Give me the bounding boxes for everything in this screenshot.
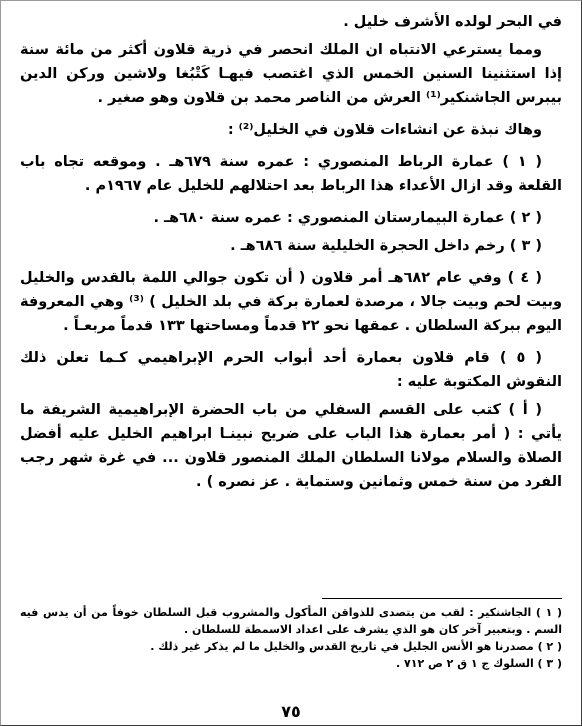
page-number: ٧٥ [281, 702, 301, 721]
paragraph-continuation: في البحر لولده الأشرف خليل . [343, 14, 562, 30]
paragraph-intro-list: وهاك نبذة عن انشاءات قلاون في الخليل⁽²⁾ : [227, 122, 542, 138]
footnote-2: ( ٢ ) مصدرنا هو الأنس الجليل في تاريخ القدس والخليل ما لم يذكر غير ذلك . [150, 640, 562, 653]
document-body [20, 10, 562, 502]
list-item-ribat: ( ١ ) عمارة الرباط المنصوري : عمره سنة ٦٧٩هـ . وموقعه تجاه باب القلعة وقد ازال الأعداء هذا الرباط بعد احتلالهم للخليل عام ١٩٦٧م . [20, 154, 562, 194]
footnote-divider [322, 598, 562, 599]
paragraph-dynasty: ومما يسترعي الانتباه ان الملك انحصر في ذرية قلاون أكثر من مائة سنة إذا استثنينا السنين الخمس الذي اغتصب فيهـا كَتْبُغا ولاشين وركن الدين بيبرس الجاشنكير⁽¹⁾ العرش من الناصر محمد بن قلاون وهو صغير . [20, 42, 562, 106]
footnote-3: ( ٣ ) السلوك ج ١ ق ٢ ص ٧١٢ . [396, 657, 562, 670]
footnotes [20, 604, 562, 672]
list-item-gate: ( ٥ ) قام قلاون بعمارة أحد أبواب الحرم الإبراهيمي كـما تعلن ذلك النقوش المكتوبة عليه : [20, 350, 562, 390]
footnote-1: ( ١ ) الجاشنكير : لقب من يتصدى للذواقن المأكول والمشروب قبل السلطان خوفاً من أن يدس فيه السم . وبتعبير آخر كان هو الذي يشرف على اعداد الاسمطة للسلطان . [20, 606, 562, 636]
list-item-inscription: ( أ ) كتب على القسم السفلي من باب الحضرة الإبراهيمية الشريفة ما يأتي : ( أمر بعمارة هذا الباب على ضريح نبينـا ابراهيم الخليل عليه أفضل الصلاة والسلام مولانا السلطان الملك المنصور قلاون ... في غرة شهر رجب الفرد من سنة خمس وثمانين وستماية . عز نصره ) . [20, 402, 562, 490]
list-item-pool: ( ٤ ) وفي عام ٦٨٢هـ أمر قلاون ( أن تكون جوالي اللمة بالقدس والخليل وبيت لحم وبيت جالا ، مرصدة لعمارة بركة في بلد الخليل ) ⁽³⁾ وهي المعروفة اليوم ببركة السلطان . عمقها نحو ٢٢ قدماً ومساحتها ١٣٣ قدماً مربعـاً . [20, 270, 562, 334]
list-item-marble: ( ٣ ) رخم داخل الحجرة الخليلية سنة ٦٨٦هـ . [230, 238, 542, 254]
list-item-bimaristan: ( ٢ ) عمارة البيمارستان المنصوري : عمره سنة ٦٨٠هـ . [153, 210, 542, 226]
